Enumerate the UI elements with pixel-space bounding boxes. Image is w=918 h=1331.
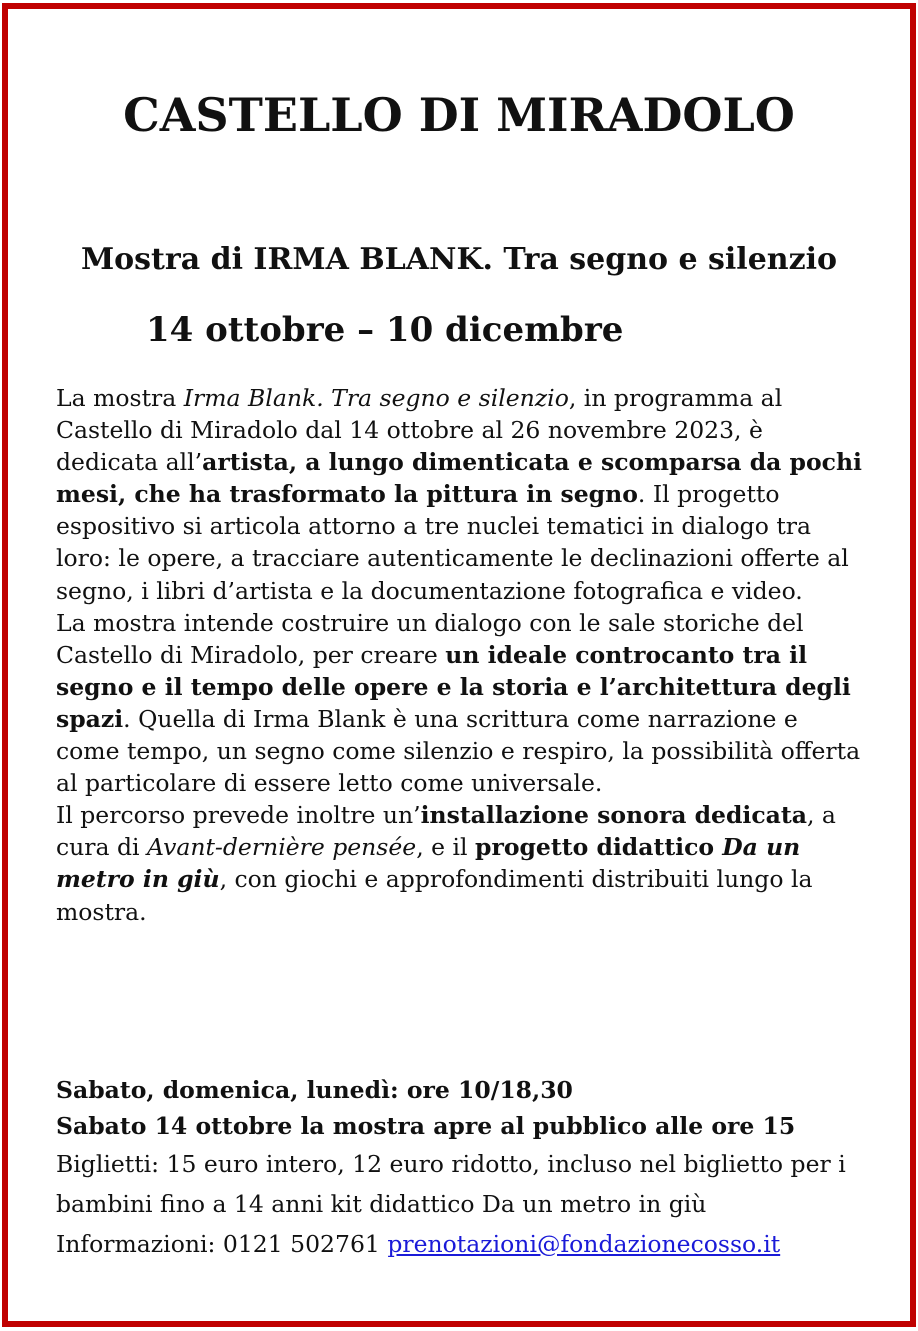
text-run: Il percorso prevede inoltre un’ [56, 801, 421, 830]
text-run: . Il progetto espositivo si articola attorno a tre nuclei tematici in dialogo tra loro: le opere, a tracciare autenticamente le declinazioni offerte al segno, i libri d’artista e la documentazione fotografica e video. [56, 480, 849, 605]
curator-italic: Avant-dernière pensée [147, 833, 417, 862]
email-link[interactable]: prenotazioni@fondazionecosso.it [387, 1230, 781, 1258]
sound-installation-highlight: installazione sonora dedicata [420, 801, 807, 830]
opening-day-text: Sabato 14 ottobre la mostra apre al pubblico alle ore 15 [56, 1112, 796, 1140]
artist-highlight: artista, a lungo dimenticata e scomparsa da pochi mesi, che ha trasformato la pittura in segno [56, 448, 862, 509]
contact-label: Informazioni: 0121 502761 [56, 1230, 388, 1258]
description [56, 382, 868, 928]
didactic-project-highlight: progetto didattico [475, 833, 723, 862]
opening-day [56, 1108, 868, 1144]
text-run: , e il [416, 833, 476, 862]
text-run: . Quella di Irma Blank è una scrittura come narrazione e come tempo, un segno come silenzio e respiro, la possibilità offerta al particolare di essere letto come universale. [56, 704, 861, 798]
didactic-project-name: Da un metro in giù [56, 833, 801, 894]
text-run: , in programma al Castello di Miradolo dal 14 ottobre al 26 novembre 2023, è dedicata all’ [56, 384, 783, 477]
opening-hours-text: Sabato, domenica, lunedì: ore 10/18,30 [56, 1076, 573, 1104]
contact-info [56, 1224, 868, 1264]
text-run: , con giochi e approfondimenti distribuiti lungo la mostra. [56, 865, 813, 926]
visitor-info [56, 1072, 868, 1264]
exhibition-dates: 14 ottobre – 10 dicembre [146, 310, 624, 350]
venue-title: CASTELLO DI MIRADOLO [123, 88, 795, 142]
description-paragraph-1 [56, 382, 868, 607]
description-paragraph-3 [56, 799, 868, 927]
text-run: La mostra [56, 384, 184, 412]
text-run: , a cura di [56, 801, 836, 862]
description-paragraph-2 [56, 607, 868, 800]
opening-hours [56, 1072, 868, 1108]
text-run: La mostra intende costruire un dialogo con le sale storiche del Castello di Miradolo, per creare [56, 608, 804, 669]
exhibition-name-italic: Irma Blank. Tra segno e silenzio [183, 384, 569, 412]
tickets-info: Biglietti: 15 euro intero, 12 euro ridotto, incluso nel biglietto per i bambini fino a 14 anni kit didattico Da un metro in giù [56, 1150, 846, 1218]
exhibition-subtitle: Mostra di IRMA BLANK. Tra segno e silenzio [80, 242, 838, 277]
concept-highlight: un ideale controcanto tra il segno e il tempo delle opere e la storia e l’architettura degli spazi [56, 640, 851, 733]
